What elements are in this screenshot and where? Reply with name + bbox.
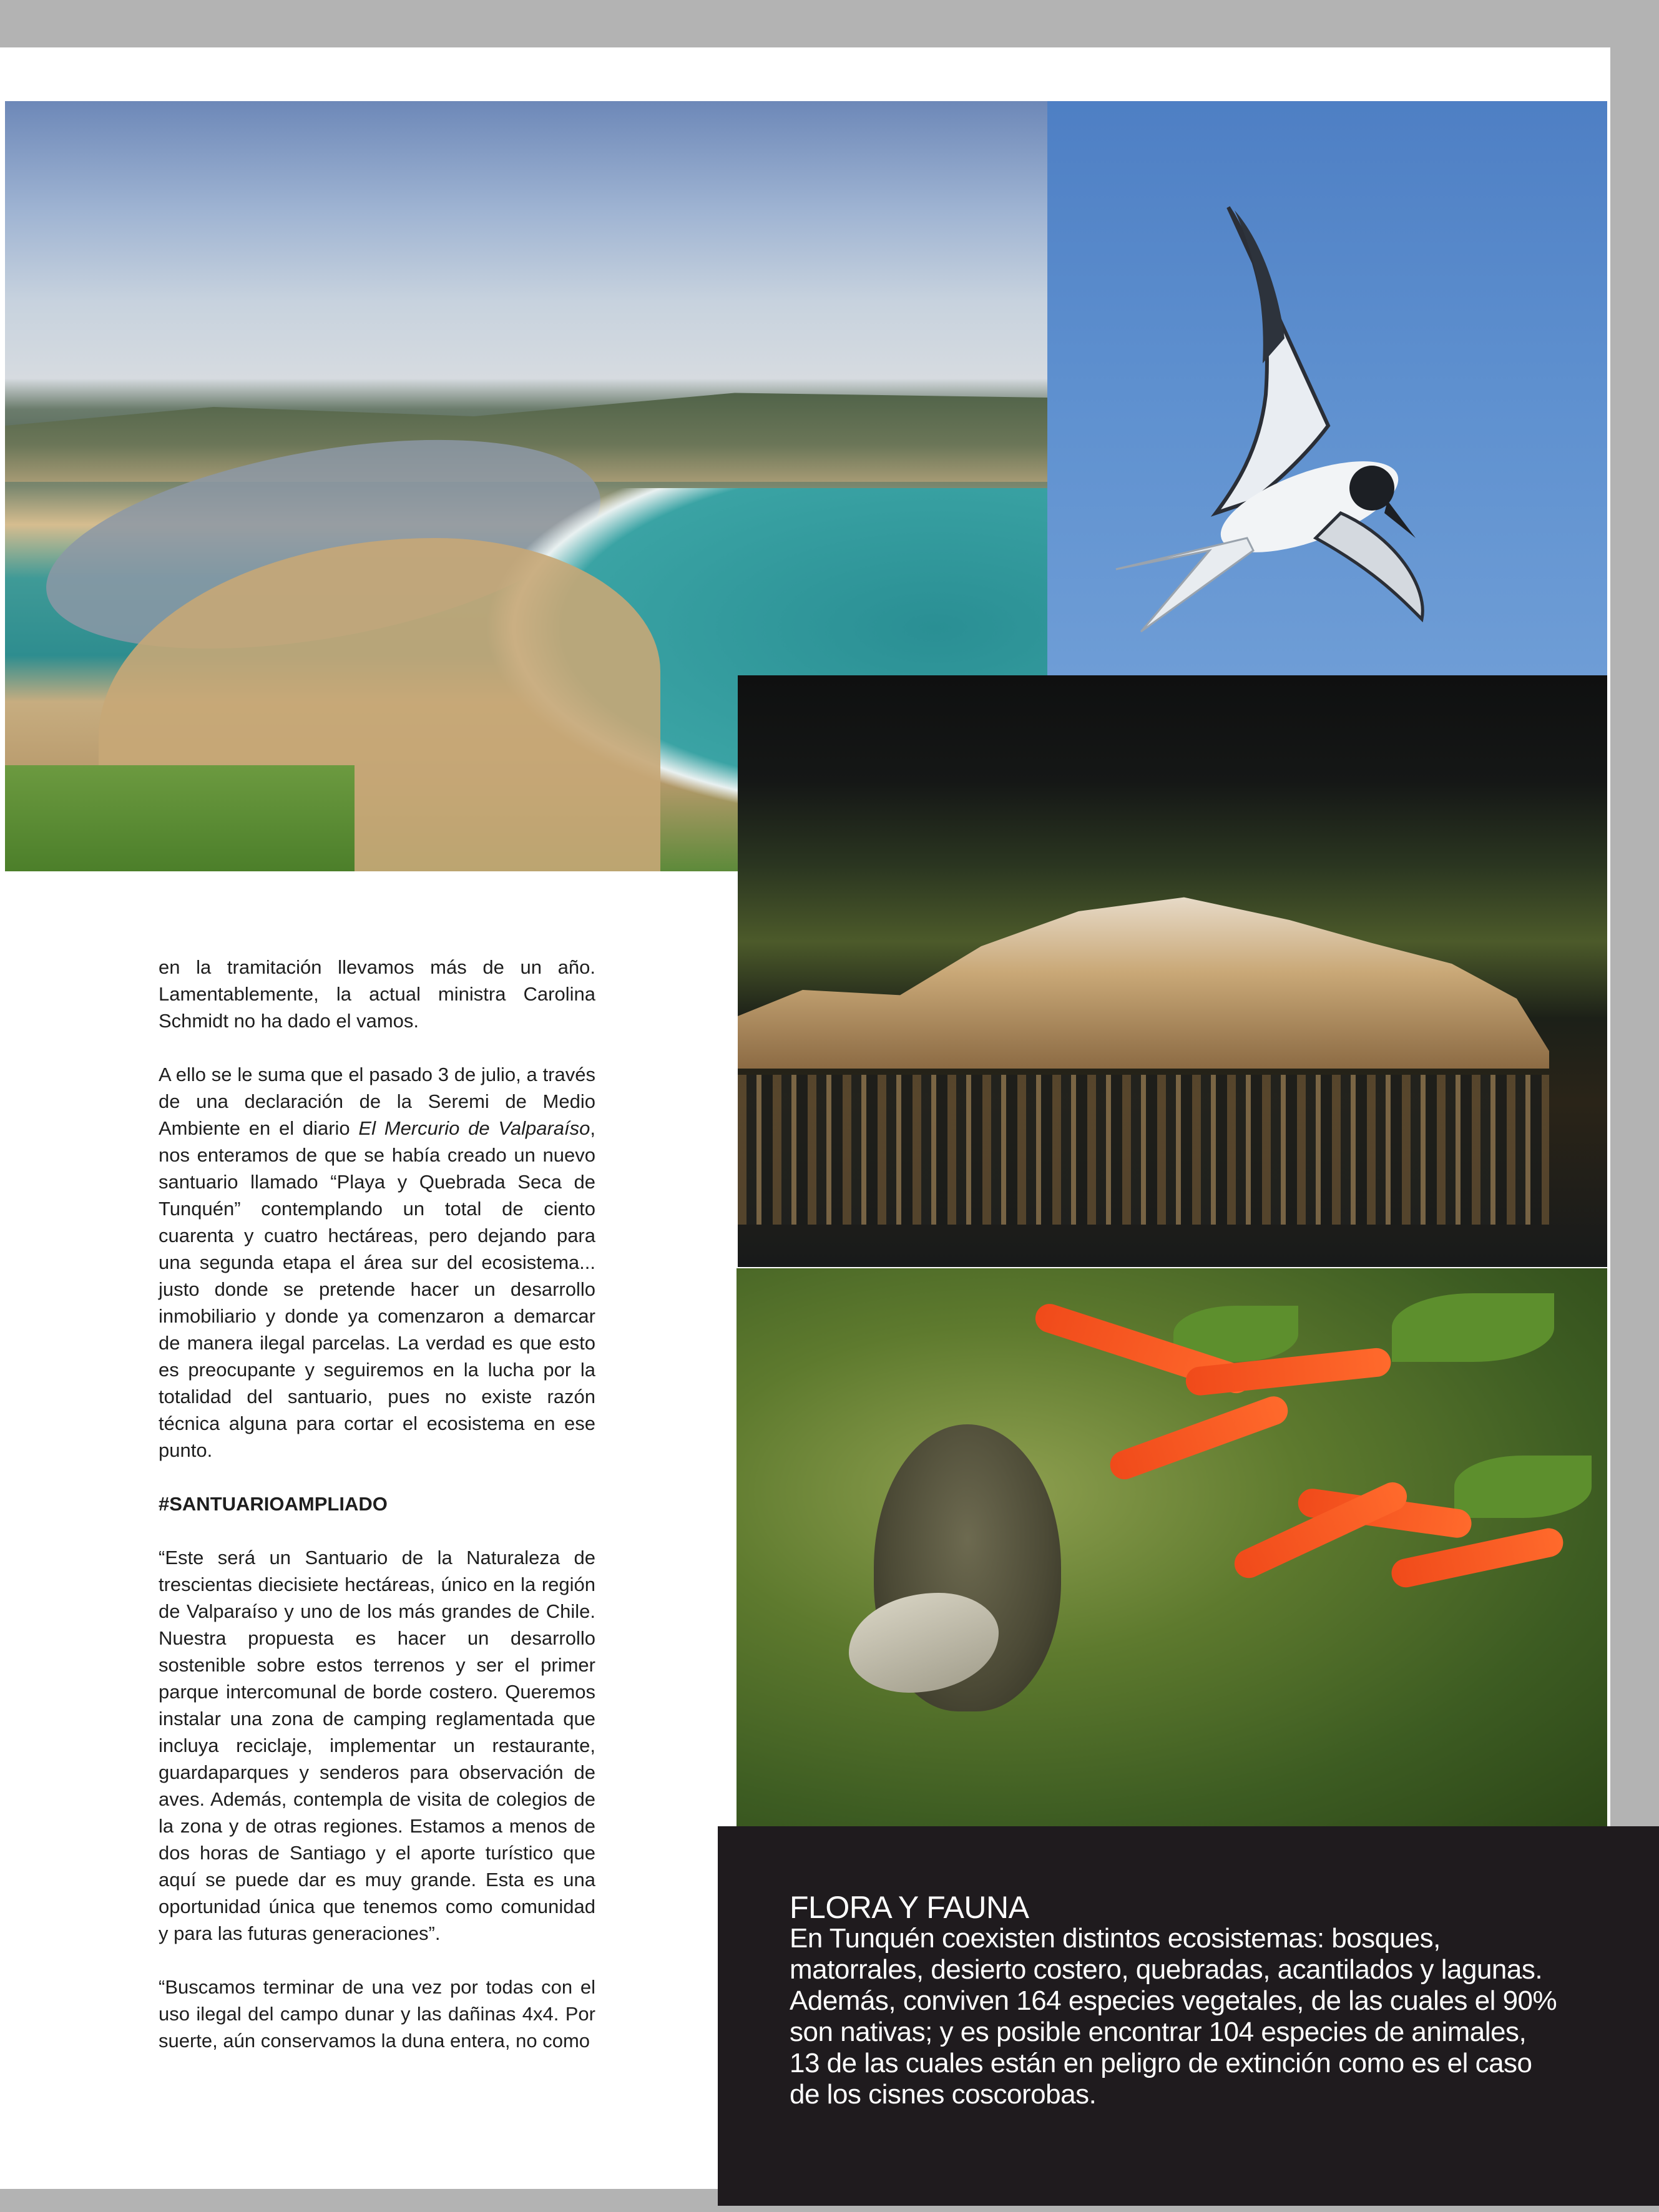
infobox-content [790,1892,1557,2110]
infobox-title: FLORA Y FAUNA [790,1890,1029,1925]
leaf [1392,1293,1554,1362]
article-paragraph: en la tramitación llevamos más de un año. Lamentablemente, la actual ministra Carolina Schmidt no ha dado el vamos. [159,956,595,1032]
red-flower-tube [1106,1392,1292,1484]
paragraph-text: , nos enteramos de que se había creado un nuevo santuario llamado “Playa y Quebrada Seca de Tunquén” contemplando un total de ciento cuarenta y cuatro hectáreas, pero dejando para una segunda etapa el área sur del ecosistema... justo donde se pretende hacer un desarrollo inmobiliario y donde ya comenzaron a demarcar de manera ilegal parcelas. La verdad es que esto es preocupante y seguiremos en la lucha por la totalidad del santuario, pues no existe razón técnica alguna para cortar el ecosistema en ese punto. [159,1117,595,1461]
newspaper-name: El Mercurio de Valparaíso [358,1117,590,1139]
article-column [159,954,595,2081]
article-paragraph [159,1061,595,1464]
hummingbird-flower-photo [737,1268,1607,1827]
section-heading: #SANTUARIOAMPLIADO [159,1493,388,1515]
infobox-body: En Tunquén coexisten distintos ecosistemas: bosques, matorrales, desierto costero, quebradas, acantilados y lagunas. Además, conviven 164 especies vegetales, de las cuales el 90% son nativas; y es posible encontrar 104 especies de animales, 13 de las cuales están en peligro de extinción como es el caso de los cisnes coscorobas. [790,1923,1557,2110]
tern-bird-illustration [1047,101,1607,675]
article-paragraph: “Buscamos terminar de una vez por todas con el uso ilegal del campo dunar y las dañinas 4x4. Por suerte, aún conservamos la duna entera, no como [159,1976,595,2052]
leaf [1454,1456,1592,1518]
magazine-page [0,47,1610,2189]
paragraph-text: A ello se le suma que el pasado 3 de julio, a través de una declaración de la Seremi de Medio Ambiente en el diario [159,1064,595,1139]
lagoon-rock-photo [738,675,1607,1267]
flying-tern-photo [1047,101,1607,675]
flora-fauna-box [718,1826,1659,2206]
white-rock-outcrop [738,894,1549,1069]
red-flower-tube [1389,1525,1565,1590]
water-reflection [738,1075,1549,1225]
grass-foreground [5,765,355,871]
article-paragraph: “Este será un Santuario de la Naturaleza de trescientas diecisiete hectáreas, único en la región de Valparaíso y uno de los más grandes de Chile. Nuestra propuesta es hacer un desarrollo sostenible sobre estos terrenos y ser el primer parque intercomunal de borde costero. Queremos instalar una zona de camping reglamentada que incluya reciclaje, implementar un restaurante, guardaparques y senderos para observación de aves. Además, contempla de visita de colegios de la zona y de otras regiones. Estamos a menos de dos horas de Santiago y el aporte turístico que aquí se puede dar es muy grande. Esta es una oportunidad única que tenemos como comunidad y para las futuras generaciones”. [159,1547,595,1944]
